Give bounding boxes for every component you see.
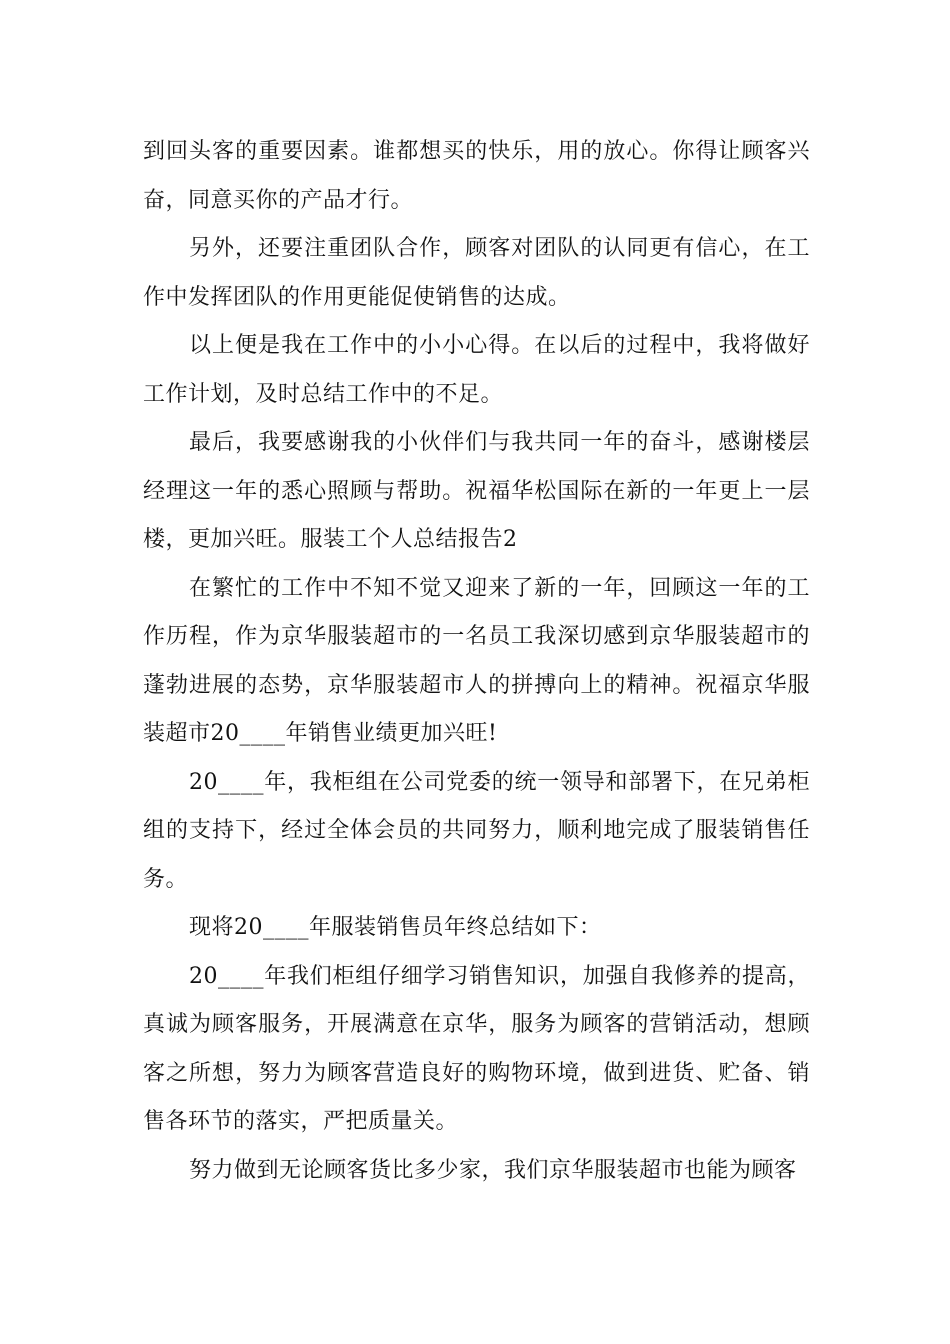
paragraph-6: 20____年，我柜组在公司党委的统一领导和部署下，在兄弟柜组的支持下，经过全体会员的共同努力，顺利地完成了服装销售任务。: [143, 769, 810, 892]
paragraph-4: 最后，我要感谢我的小伙伴们与我共同一年的奋斗，感谢楼层经理这一年的悉心照顾与帮助。祝福华松国际在新的一年更上一层楼，更加兴旺。服装工个人总结报告2: [143, 430, 810, 552]
paragraph-5: 在繁忙的工作中不知不觉又迎来了新的一年，回顾这一年的工作历程，作为京华服装超市的一名员工我深切感到京华服装超市的蓬勃进展的态势，京华服装超市人的拼搏向上的精神。祝福京华服装超市20____年销售业绩更加兴旺!: [143, 575, 810, 746]
paragraph-2: 另外，还要注重团队合作，顾客对团队的认同更有信心，在工作中发挥团队的作用更能促使销售的达成。: [143, 236, 810, 310]
paragraph-9: 努力做到无论顾客货比多少家，我们京华服装超市也能为顾客: [189, 1157, 797, 1183]
paragraph-7: 现将20____年服装销售员年终总结如下：: [189, 915, 602, 940]
paragraph-3: 以上便是我在工作中的小小心得。在以后的过程中，我将做好工作计划，及时总结工作中的不足。: [143, 333, 810, 407]
paragraph-8: 20____年我们柜组仔细学习销售知识，加强自我修养的提高，真诚为顾客服务，开展满意在京华，服务为顾客的营销活动，想顾客之所想，努力为顾客营造良好的购物环境，做到进货、贮备、销售各环节的落实，严把质量关。: [143, 963, 810, 1134]
document-body: [143, 128, 810, 1195]
paragraph-1: 到回头客的重要因素。谁都想买的快乐，用的放心。你得让顾客兴奋，同意买你的产品才行。: [143, 139, 810, 213]
